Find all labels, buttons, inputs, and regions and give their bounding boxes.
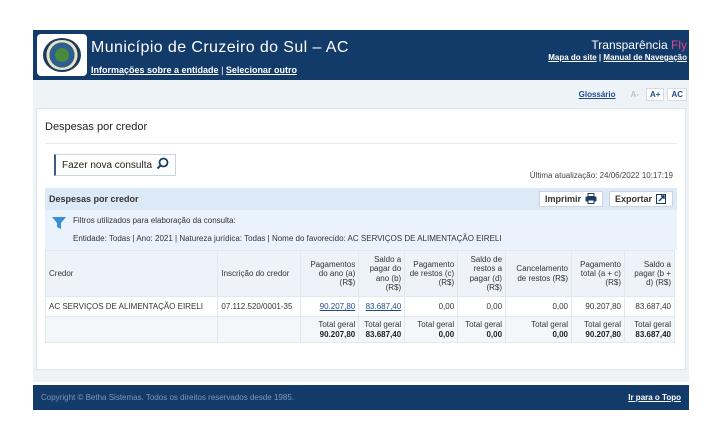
accessibility-toolbar — [33, 80, 689, 108]
sitemap-link[interactable]: Mapa do site — [548, 53, 597, 62]
totals-empty-1 — [46, 317, 218, 343]
totals-row — [46, 317, 675, 343]
cell-saldo-total: 83.687,40 — [624, 297, 674, 317]
total-value: 90.207,80 — [585, 329, 621, 339]
col-pagamento-restos[interactable]: Pagamento de restos (c) (R$) — [405, 251, 458, 297]
col-cancelamento-restos[interactable]: Cancelamento de restos (R$) — [506, 251, 572, 297]
site-header — [33, 30, 689, 80]
cell-inscricao: 07.112.520/0001-35 — [218, 297, 301, 317]
new-query-button[interactable] — [54, 154, 176, 176]
total-cancelamento-restos — [506, 317, 572, 343]
printer-icon — [585, 193, 597, 206]
total-label: Total geral — [584, 320, 621, 330]
totals-empty-2 — [218, 317, 301, 343]
site-footer — [33, 385, 689, 410]
new-query-label: Fazer nova consulta — [62, 159, 153, 171]
export-label: Exportar — [614, 194, 652, 204]
page-title: Despesas por credor — [45, 121, 148, 133]
brand-accent: Fly — [671, 38, 687, 52]
col-inscricao[interactable]: Inscrição do credor — [218, 251, 301, 297]
total-value: 0,00 — [486, 329, 503, 339]
manual-link[interactable]: Manual de Navegação — [603, 53, 687, 62]
total-pagamentos-ano — [301, 317, 359, 343]
total-value: 0,00 — [552, 329, 569, 339]
total-label: Total geral — [634, 320, 671, 330]
total-value: 0,00 — [438, 329, 455, 339]
total-label: Total geral — [465, 320, 503, 330]
glossary-link[interactable]: Glossário — [578, 90, 616, 99]
cell-pagamento-total: 90.207,80 — [572, 297, 625, 317]
print-label: Imprimir — [544, 194, 581, 204]
table-row — [46, 297, 675, 317]
entity-info-link[interactable]: Informações sobre a entidade — [91, 65, 219, 75]
total-label: Total geral — [318, 320, 356, 330]
coat-of-arms-icon — [43, 38, 81, 72]
total-pagamento-restos — [405, 317, 458, 343]
export-button[interactable] — [609, 191, 673, 207]
total-value: 83.687,40 — [635, 329, 671, 339]
search-icon — [156, 157, 169, 173]
total-label: Total geral — [364, 320, 402, 330]
results-panel-header — [45, 188, 677, 210]
col-credor[interactable]: Credor — [46, 251, 218, 297]
total-saldo-restos — [458, 317, 506, 343]
cell-credor: AC SERVIÇOS DE ALIMENTAÇÃO EIRELI — [46, 297, 218, 317]
header-links — [91, 65, 297, 75]
high-contrast-button[interactable]: AC — [667, 88, 687, 101]
total-label: Total geral — [531, 320, 569, 330]
col-saldo-restos[interactable]: Saldo de restos a pagar (d) (R$) — [458, 251, 506, 297]
col-pagamentos-ano[interactable]: Pagamentos do ano (a) (R$) — [301, 251, 359, 297]
total-value: 90.207,80 — [319, 329, 356, 339]
total-saldo-ano — [359, 317, 405, 343]
pagamentos-ano-link[interactable]: 90.207,80 — [319, 302, 356, 311]
back-to-top-link[interactable]: Ir para o Topo — [628, 393, 681, 402]
content-card — [36, 108, 686, 370]
cell-saldo-ano — [359, 297, 405, 317]
last-update-text: Última atualização: 24/06/2022 10:17:19 — [529, 171, 673, 180]
cell-cancelamento-restos: 0,00 — [506, 297, 572, 317]
municipality-logo[interactable] — [37, 34, 87, 76]
col-saldo-ano[interactable]: Saldo a pagar do ano (b) (R$) — [359, 251, 405, 297]
saldo-ano-link[interactable]: 83.687,40 — [365, 302, 402, 311]
creditor-table — [45, 250, 675, 343]
link-separator: | — [221, 65, 224, 75]
filters-box — [45, 210, 677, 250]
page — [33, 30, 689, 382]
cell-pagamento-restos: 0,00 — [405, 297, 458, 317]
col-saldo-total[interactable]: Saldo a pagar (b + d) (R$) — [624, 251, 674, 297]
export-icon — [656, 193, 667, 206]
table-header-row — [46, 251, 675, 297]
brand-link-separator: | — [598, 53, 602, 62]
total-pagamento-total — [572, 317, 625, 343]
font-decrease-button[interactable]: A- — [627, 88, 643, 101]
print-button[interactable] — [539, 191, 603, 207]
brand-logo — [591, 38, 687, 52]
cell-pagamentos-ano — [301, 297, 359, 317]
content-area — [33, 108, 689, 382]
font-increase-button[interactable]: A+ — [646, 88, 664, 101]
filters-text: Entidade: Todas | Ano: 2021 | Natureza jurídica: Todas | Nome do favorecido: AC SERVIÇOS DE ALIMENTAÇÃO EIRELI — [73, 234, 502, 243]
brand-main: Transparência — [591, 38, 668, 52]
total-label: Total geral — [417, 320, 455, 330]
cell-saldo-restos: 0,00 — [458, 297, 506, 317]
filter-funnel-icon — [51, 215, 67, 233]
copyright-text: Copyright © Betha Sistemas. Todos os direitos reservados desde 1985. — [41, 393, 294, 402]
brand-links — [548, 53, 687, 62]
total-value: 83.687,40 — [365, 329, 402, 339]
select-other-link[interactable]: Selecionar outro — [225, 65, 297, 75]
results-panel-title: Despesas por credor — [49, 194, 139, 204]
col-pagamento-total[interactable]: Pagamento total (a + c) (R$) — [572, 251, 625, 297]
total-saldo-total — [624, 317, 674, 343]
title-divider — [45, 143, 677, 144]
site-title: Município de Cruzeiro do Sul – AC — [91, 39, 349, 56]
filters-title: Filtros utilizados para elaboração da consulta: — [73, 216, 236, 225]
